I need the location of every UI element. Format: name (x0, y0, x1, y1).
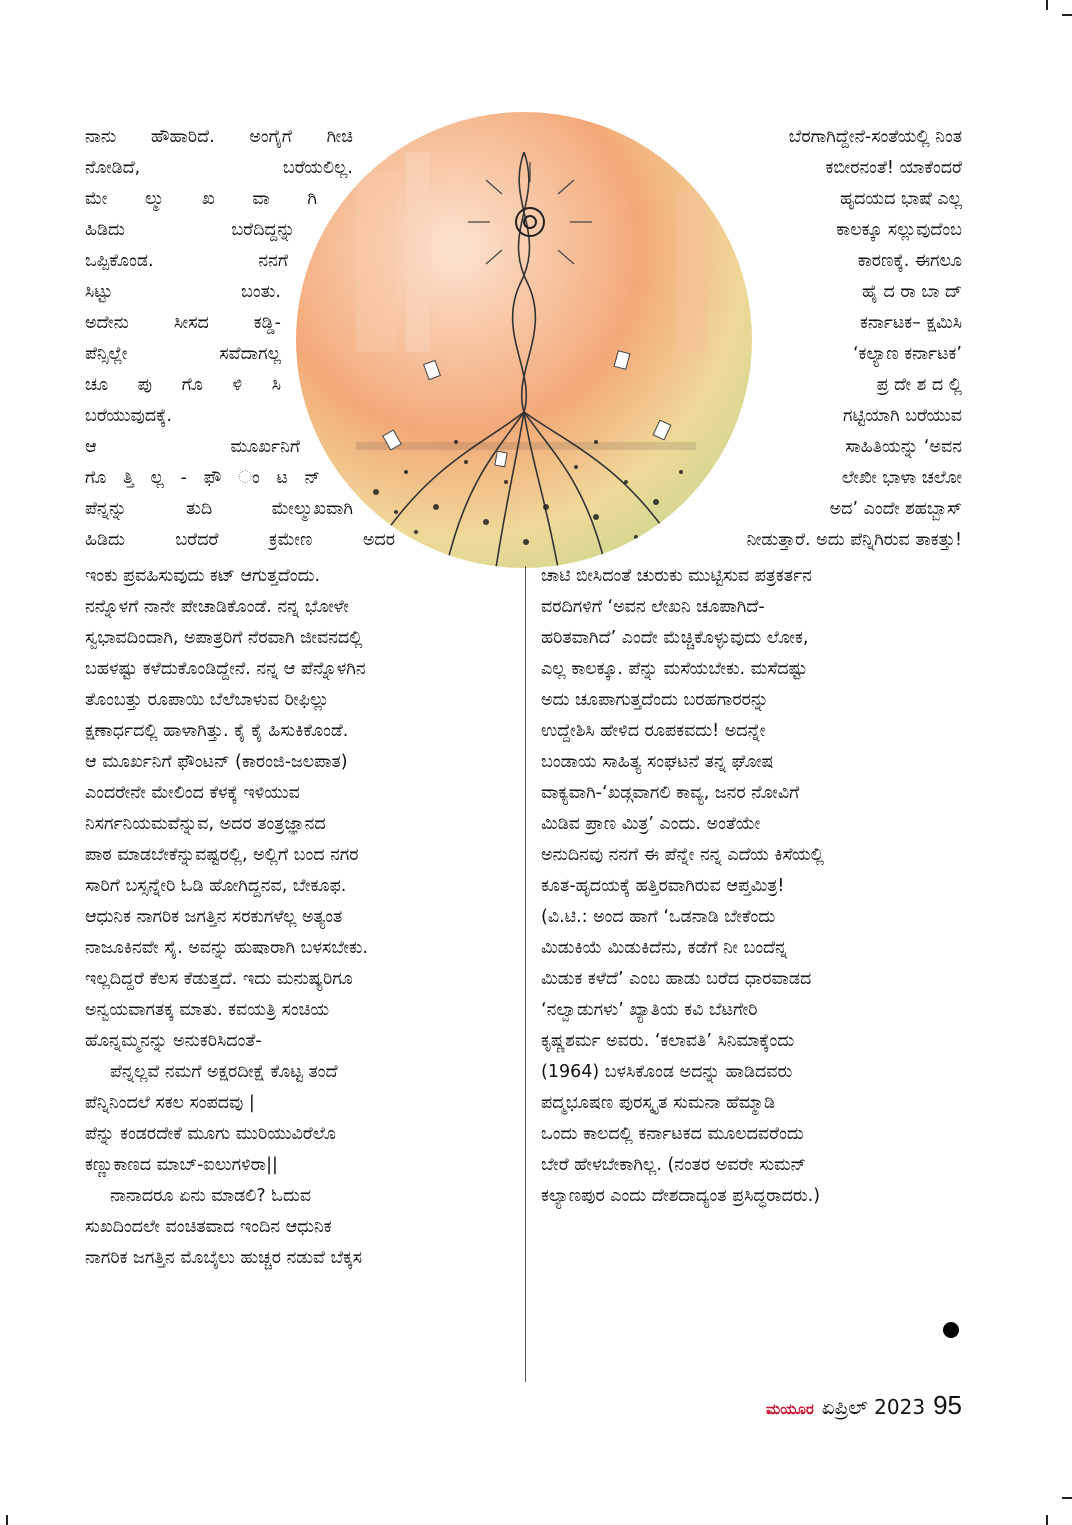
text-line: ಆ ಮೂರ್ಖನಿಗೆ ಫೌಂಟನ್ (ಕಾರಂಜಿ-ಜಲಪಾತ) (85, 752, 348, 772)
text-line: ಹೊನ್ನಮ್ಮನನ್ನು ಅನುಕರಿಸಿದಂತೆ- (85, 1031, 262, 1051)
text-line: ಆ ಮೂರ್ಖನಿಗೆ (85, 437, 300, 457)
crop-mark (1062, 14, 1072, 16)
pen-illustration (296, 112, 752, 568)
text-line: ‘ನಲ್ವಾಡುಗಳು’ ಖ್ಯಾತಿಯ ಕವಿ ಬೆಟಗೇರಿ (541, 1000, 758, 1020)
text-line: ಬಂಡಾಯ ಸಾಹಿತ್ಯ ಸಂಘಟನೆ ತನ್ನ ಘೋಷ (541, 752, 774, 772)
text-line: ಕಬೀರನಂತೆ! ಯಾಕೆಂದರೆ (825, 158, 962, 178)
text-line: ಪೆನ್ಸಿಲ್ಲೇ ಸವೆದಾಗಲ್ಲ (85, 344, 281, 364)
crop-mark (6, 1515, 8, 1525)
poem-line: ಪೆನ್ನು ಕಂಡರದೇಕೆ ಮೂಗು ಮುರಿಯುವಿರೆಲೊ (85, 1124, 336, 1144)
crop-mark (1046, 0, 1048, 10)
text-line: ‘ಕಲ್ಯಾಣ ಕರ್ನಾಟಕ’ (852, 344, 962, 364)
crop-mark (1046, 1515, 1048, 1525)
column-divider (525, 566, 526, 1382)
text-line: ಬಹಳಷ್ಟು ಕಳೆದುಕೊಂಡಿದ್ದೇನೆ. ನನ್ನ ಆ ಪೆನ್ನೊಳಗಿನ (85, 659, 366, 679)
text-line: ಸಾಹಿತಿಯನ್ನು ‘ಅವನ (845, 437, 962, 457)
text-line: ಬೇರೆ ಹೇಳಬೇಕಾಗಿಲ್ಲ. (ನಂತರ ಅವರೇ ಸುಮನ್ (541, 1155, 807, 1175)
text-line: ಬೆರಗಾಗಿದ್ದೇನೆ-ಸಂತೆಯಲ್ಲಿ ನಿಂತ (788, 127, 962, 147)
text-line: ಕೃಷ್ಣಶರ್ಮ ಅವರು. ‘ಕಲಾವತಿ’ ಸಿನಿಮಾಕ್ಕೆಂದು (541, 1031, 795, 1051)
text-line: ಮೇ ಲ್ಮು ಖ ವಾ ಗಿ (85, 189, 317, 209)
text-line: ಗೊ ತ್ತಿ ಲ್ಲ - ಫೌ ಂ ಟ ನ್ (85, 468, 320, 488)
text-line: ಇಲ್ಲದಿದ್ದರೆ ಕೆಲಸ ಕೆಡುತ್ತದೆ. ಇದು ಮನುಷ್ಯರಿಗೂ (85, 969, 353, 989)
text-line: ಎಂದರೇನೇ ಮೇಲಿಂದ ಕೆಳಕ್ಕೆ ಇಳಿಯುವ (85, 783, 300, 803)
text-line: ಸ್ವಭಾವದಿಂದಾಗಿ, ಅಪಾತ್ರರಿಗೆ ನೆರವಾಗಿ ಜೀವನದಲ್ಲಿ (85, 628, 363, 648)
text-line: ಹರಿತವಾಗಿದೆ’ ಎಂದೇ ಮೆಚ್ಚಿಕೊಳ್ಳುವುದು ಲೋಕ, (541, 628, 809, 648)
text-line: ನಾಜೂಕಿನವೇ ಸೈ. ಅವನ್ನು ಹುಷಾರಾಗಿ ಬಳಸಬೇಕು. (85, 938, 369, 958)
magazine-name: ಮಯೂರ (765, 1400, 814, 1418)
text-line: ಕಾರಣಕ್ಕೆ. ಈಗಲೂ (857, 251, 962, 271)
text-line: ಒಪ್ಪಿಕೊಂಡ. ನನಗೆ (85, 251, 288, 271)
text-line: ಅದು ಚೂಪಾಗುತ್ತದೆಂದು ಬರಹಗಾರರನ್ನು (541, 690, 769, 710)
text-line: ಗಟ್ಟಿಯಾಗಿ ಬರೆಯುವ (843, 406, 962, 426)
text-line: ಅನ್ವಯವಾಗತಕ್ಕ ಮಾತು. ಕವಯತ್ರಿ ಸಂಚಿಯ (85, 1000, 330, 1020)
text-line: ವರದಿಗಳಿಗೆ ‘ಅವನ ಲೇಖನಿ ಚೂಪಾಗಿದೆ- (541, 597, 765, 617)
text-line: ಪೆನ್ನನ್ನು ತುದಿ ಮೇಲ್ಮುಖವಾಗಿ (85, 499, 353, 519)
poem-line: ಪೆನ್ನಿನಿಂದಲೆ ಸಕಲ ಸಂಪದವು | (85, 1093, 255, 1113)
text-line: ಎಲ್ಲ ಕಾಲಕ್ಕೂ. ಪೆನ್ನು ಮಸೆಯಬೇಕು. ಮಸೆದಷ್ಟು (541, 659, 808, 679)
text-line: ನಾನು ಹೌಹಾರಿದೆ. ಅಂಗೈಗೆ ಗೀಚಿ (85, 127, 353, 147)
text-line: ನೋಡಿದೆ, ಬರೆಯಲಿಲ್ಲ. (85, 158, 353, 178)
text-line: ಕೂತ-ಹೃದಯಕ್ಕೆ ಹತ್ತಿರವಾಗಿರುವ ಆಪ್ತಮಿತ್ರ! (541, 876, 785, 896)
page-number: 95 (933, 1390, 962, 1420)
text-line: ಲೇಖೀ ಭಾಳಾ ಚಲೋ (841, 468, 962, 488)
poem-line: ಪೆನ್ನಲ್ಲವೆ ನಮಗೆ ಅಕ್ಷರದೀಕ್ಷೆ ಕೊಟ್ಟ ತಂದೆ (110, 1062, 338, 1082)
text-line: ನೀಡುತ್ತಾರೆ. ಅದು ಪೆನ್ನಿಗಿರುವ ತಾಕತ್ತು! (746, 530, 962, 550)
text-line: (1964) ಬಳಸಿಕೊಂಡ ಅದನ್ನು ಹಾಡಿದವರು (541, 1062, 793, 1082)
text-line: ಉದ್ದೇಶಿಸಿ ಹೇಳಿದ ರೂಪಕವದು! ಅದನ್ನೇ (541, 721, 766, 741)
text-line: ಇಂಕು ಪ್ರವಹಿಸುವುದು ಕಟ್ ಆಗುತ್ತದೆಂದು. (85, 566, 321, 586)
text-line: ಮಿಡುಕಿಯೆ ಮಿಡುಕಿದೆನು, ಕಡೆಗೆ ನೀ ಬಂದೆನ್ನ (541, 938, 788, 958)
text-line: ತೊಂಬತ್ತು ರೂಪಾಯಿ ಬೆಲೆಬಾಳುವ ರೀಫಿಲ್ಲು (85, 690, 329, 710)
text-line: ಒಂದು ಕಾಲದಲ್ಲಿ ಕರ್ನಾಟಕದ ಮೂಲದವರೆಂದು (541, 1124, 804, 1144)
text-line: ಬರೆಯುವುದಕ್ಕೆ. (85, 406, 172, 426)
text-line: ಪಾಠ ಮಾಡಬೇಕೆನ್ನುವಷ್ಟರಲ್ಲಿ, ಅಲ್ಲಿಗೆ ಬಂದ ನಗರ (85, 845, 359, 865)
text-line: ಕಾಲಕ್ಕೂ ಸಲ್ಲುವುದೆಂಬ (836, 220, 962, 240)
text-line: ಅದ’ ಎಂದೇ ಶಹಬ್ಬಾಸ್ (829, 499, 962, 519)
text-line: ಮಿಡುಕ ಕಳೆದೆ’ ಎಂಬ ಹಾಡು ಬರೆದ ಧಾರವಾಡದ (541, 969, 812, 989)
text-line: ಕರ್ನಾಟಕ– ಕ್ಷಮಿಸಿ (860, 313, 962, 333)
text-line: ಮಿಡಿವ ಪ್ರಾಣ ಮಿತ್ರ’ ಎಂದು. ಅಂತೆಯೇ (541, 814, 761, 834)
text-line: ಕಲ್ಯಾಣಪುರ ಎಂದು ದೇಶದಾದ್ಯಂತ ಪ್ರಸಿದ್ಧರಾದರು.) (541, 1186, 821, 1206)
text-line: ಚೂ ಪು ಗೊ ಳಿ ಸಿ (85, 375, 281, 395)
text-line: ಹಿಡಿದು ಬರೆದರೆ ಕ್ರಮೇಣ ಅದರ (85, 530, 395, 550)
issue-date: ಏಪ್ರಿಲ್ 2023 (821, 1395, 926, 1419)
text-line: ಆಧುನಿಕ ನಾಗರಿಕ ಜಗತ್ತಿನ ಸರಕುಗಳೆಲ್ಲ ಅತ್ಯಂತ (85, 907, 343, 927)
text-line: ನಿಸರ್ಗನಿಯಮವೆನ್ನುವ, ಅದರ ತಂತ್ರಜ್ಞಾನದ (85, 814, 326, 834)
text-line: ಅನುದಿನವು ನನಗೆ ಈ ಪೆನ್ನೇ ನನ್ನ ಎದೆಯ ಕಿಸೆಯಲ್ಲಿ (541, 845, 824, 865)
text-line: ಸುಖದಿಂದಲೇ ವಂಚಿತವಾದ ಇಂದಿನ ಆಧುನಿಕ (85, 1217, 332, 1237)
text-line: ವಾಕ್ಯವಾಗಿ-‘ಖಡ್ಗವಾಗಲಿ ಕಾವ್ಯ, ಜನರ ನೋವಿಗೆ (541, 783, 800, 803)
end-mark-icon (943, 1322, 959, 1338)
crop-mark (1062, 1497, 1072, 1499)
poem-line: ಕಣ್ಣುಕಾಣದ ಮಾಬ್-ಐಲುಗಳಿರಾ|| (85, 1155, 278, 1175)
text-line: ಸಾರಿಗೆ ಬಸ್ಸನ್ನೇರಿ ಓಡಿ ಹೋಗಿದ್ದನವ, ಬೇಕೂಫ. (85, 876, 347, 896)
text-line: ಹೈ ದ ರಾ ಬಾ ದ್ (862, 282, 962, 302)
text-line: ಪದ್ಮಭೂಷಣ ಪುರಸ್ಕೃತ ಸುಮನಾ ಹೆಮ್ಮಾಡಿ (541, 1093, 776, 1113)
text-line: (ವಿ.ಟಿ.: ಅಂದ ಹಾಗೆ ‘ಒಡನಾಡಿ ಬೇಕೆಂದು (541, 907, 776, 927)
text-line: ಅದೇನು ಸೀಸದ ಕಡ್ಡಿ- (85, 313, 281, 333)
text-line: ಹೃದಯದ ಭಾಷೆ ಎಲ್ಲ (839, 189, 962, 209)
text-line: ಪ್ರ ದೇ ಶ ದ ಲ್ಲಿ (876, 375, 962, 395)
text-line: ಚಾಟಿ ಬೀಸಿದಂತೆ ಚುರುಕು ಮುಟ್ಟಿಸುವ ಪತ್ರಕರ್ತನ (541, 566, 812, 586)
text-line: ನಾಗರಿಕ ಜಗತ್ತಿನ ಮೊಬೈಲು ಹುಚ್ಚರ ನಡುವೆ ಬೆಕ್ಕಸ (85, 1248, 362, 1268)
page-footer (766, 1390, 962, 1421)
text-line: ಕ್ಷಣಾರ್ಧದಲ್ಲಿ ಹಾಳಾಗಿತ್ತು. ಕೈ ಕೈ ಹಿಸುಕಿಕೊಂಡೆ. (85, 721, 349, 741)
text-line: ನನ್ನೊಳಗೆ ನಾನೇ ಪೇಚಾಡಿಕೊಂಡೆ. ನನ್ನ ಭೋಳೇ (85, 597, 349, 617)
text-line: ಹಿಡಿದು ಬರೆದಿದ್ದನ್ನು (85, 220, 295, 240)
text-line: ಸಿಟ್ಟು ಬಂತು. (85, 282, 281, 302)
text-line: ನಾನಾದರೂ ಏನು ಮಾಡಲಿ? ಓದುವ (110, 1186, 312, 1206)
